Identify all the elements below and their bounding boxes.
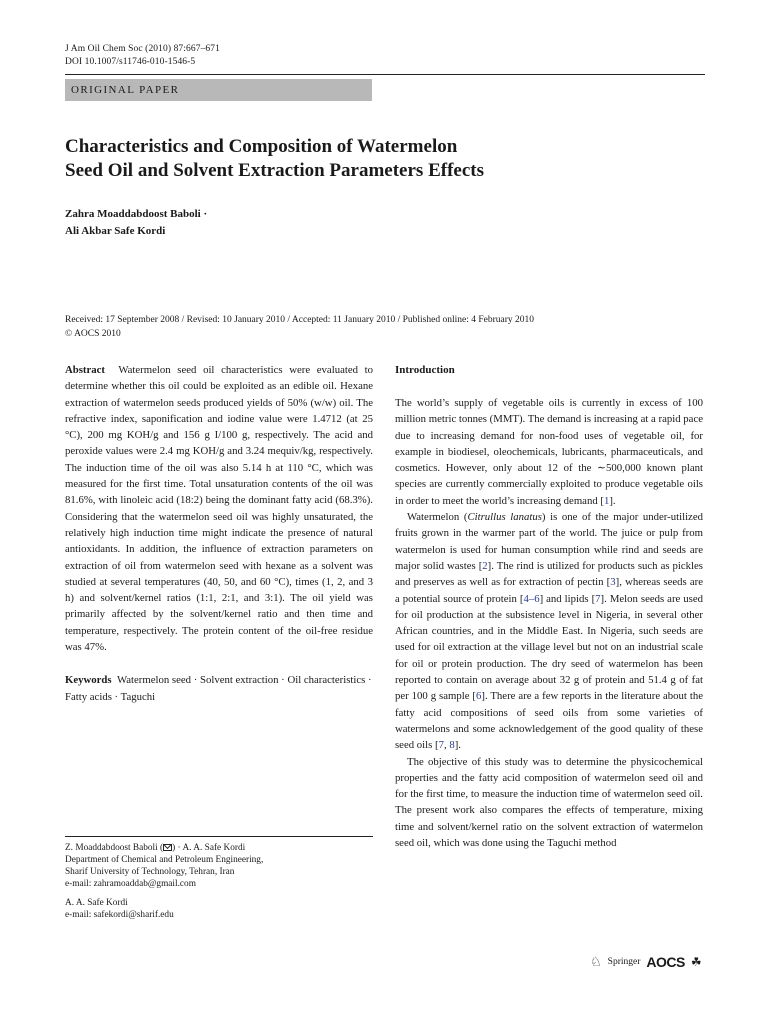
author-1[interactable]: Zahra Moaddabdoost Baboli · bbox=[65, 208, 208, 220]
author-2[interactable]: Ali Akbar Safe Kordi bbox=[65, 225, 166, 237]
affil-line-1 bbox=[65, 842, 373, 854]
affiliation-rule bbox=[65, 836, 373, 837]
citation-link[interactable]: 8 bbox=[449, 739, 455, 752]
header-rule bbox=[65, 74, 705, 75]
author-list bbox=[65, 206, 207, 240]
keywords bbox=[65, 672, 373, 705]
envelope-icon[interactable] bbox=[163, 844, 172, 851]
doi[interactable]: DOI 10.1007/s11746-010-1546-5 bbox=[65, 57, 196, 67]
citation-link[interactable]: 7 bbox=[595, 592, 601, 605]
citation-link[interactable]: 3 bbox=[610, 576, 616, 589]
keywords-text: Watermelon seed · Solvent extraction · Oil characteristics · Fatty acids · Taguchi bbox=[65, 674, 372, 703]
species-name: Citrullus lanatus bbox=[467, 511, 542, 524]
intro-paragraph-2: Watermelon (Citrullus lanatus) is one of the major under-utilized fruits grown in the warmer part of the world. The juice or pulp from watermelon is used for human consumption while rind and seeds are major solid wastes [2]. The rind is utilized for products such as pickles and preserves as well as for extraction of pectin [3], whereas seeds are a potential source of protein [4–6] and lipids [7]. Melon seeds are used for oil production at the subsistence level in Nigeria, in several other African countries, and in the Middle East. In Nigeria, such seeds are used for oil extraction at the village level but not on an industrial scale for oil or protein production. The dry seed of watermelon has been reported to contain on average about 32 g of protein and 51.4 g of fat per 100 g sample [6]. There are a few reports in the literature about the fatty acid compositions of seed oils from some varieties of watermelons and some acknowledgement of the good quality of these seed oils [7, 8]. bbox=[395, 511, 704, 752]
abstract-label: Abstract bbox=[65, 364, 106, 376]
citation-link[interactable]: 6 bbox=[475, 690, 482, 703]
citation-link[interactable]: 7 bbox=[438, 739, 444, 752]
springer-logo: Springer bbox=[607, 957, 641, 967]
history-dates: Received: 17 September 2008 / Revised: 10 January 2010 / Accepted: 11 January 2010 / Published online: 4 February 2010 bbox=[65, 315, 535, 325]
aocs-logo: AOCS bbox=[646, 954, 685, 970]
aocs-leaf-icon: ☘ bbox=[690, 954, 702, 969]
abstract bbox=[65, 362, 373, 655]
title-line-2: Seed Oil and Solvent Extraction Parameters Effects bbox=[65, 160, 484, 181]
affil-email-1[interactable]: e-mail: zahramoaddab@gmail.com bbox=[65, 879, 196, 889]
publisher-logos bbox=[590, 952, 702, 972]
springer-horse-icon: ♘ bbox=[590, 954, 602, 969]
article-title bbox=[65, 135, 665, 183]
affil-email-2[interactable]: e-mail: safekordi@sharif.edu bbox=[65, 910, 174, 920]
copyright: © AOCS 2010 bbox=[65, 328, 121, 339]
citation-link[interactable]: 4–6 bbox=[523, 592, 540, 605]
introduction-heading: Introduction bbox=[395, 364, 455, 376]
keywords-label: Keywords bbox=[65, 674, 112, 687]
intro-paragraph-3: The objective of this study was to determine the physicochemical properties and the fatty acid composition of watermelon seed oil and for the first time, to measure the induction time of watermelon seed oil. The present work also compares the effects of temperature, mixing time and solvent/kernel ratio on the solvent extraction of watermelon seed oil, which was done using the Taguchi method bbox=[395, 755, 703, 850]
article-history bbox=[65, 314, 715, 341]
affil-name-2: A. A. Safe Kordi bbox=[65, 898, 128, 908]
intro-paragraph-1: The world’s supply of vegetable oils is currently in excess of 100 million metric tonnes (MMT). The demand is increasing at a rapid pace due to increasing demand for non-food uses of vegetable oil, for example in biodiesel, oleochemicals, lubricants, pharmaceuticals, and cosmetics. However, only about 12 of the ∼500,000 known plant species are currently commercially exploited to produce vegetable oils in order to meet the world’s increasing demand [1]. bbox=[395, 397, 703, 507]
affil-department: Department of Chemical and Petroleum Engineering, bbox=[65, 855, 264, 865]
affil-university: Sharif University of Technology, Tehran, Iran bbox=[65, 867, 235, 877]
affiliation-block bbox=[65, 842, 373, 921]
citation-link[interactable]: 2 bbox=[482, 559, 488, 572]
corresponding-author: Z. Moaddabdoost Baboli ( bbox=[65, 843, 164, 853]
abstract-text: Watermelon seed oil characteristics were evaluated to determine whether this oil could be exploited as an edible oil. Hexane extraction of watermelon seeds produced yields of 50% (w/w) oil. The refractive index, saponification and iodine value were 1.4712 (at 25 °C), 200 mg KOH/g and 156 g I/100 g, respectively. The acid and peroxide values were 2.4 mg KOH/g and 3.24 mequiv/kg, respectively. The induction time of the oil was also 5.14 h at 110 °C, which was measured for the first time. Total unsaturation contents of the oil was 81.6%, with linoleic acid (18:2) being the dominant fatty acid (68.3%). Considering that the watermelon seed oil was highly unsaturated, the relatively high induction time might indicate the presence of natural antioxidants. In addition, the influence of extraction parameters on extraction of oil from watermelon seed with hexane as a solvent was studied at several temperatures (40, 50, and 60 °C), times (1, 2, and 3 h) and solvent/kernel ratios (1:1, 2:1, and 3:1). The oil yield was primarily affected by the solvent/kernel ratio and then time and temperature, respectively. The protein content of the oil-free residue was 47%. bbox=[65, 364, 374, 654]
citation-link[interactable]: 1 bbox=[603, 494, 610, 507]
title-line-1: Characteristics and Composition of Watermelon bbox=[65, 136, 458, 157]
left-column bbox=[65, 362, 373, 705]
section-label: ORIGINAL PAPER bbox=[65, 79, 372, 101]
right-column bbox=[395, 362, 703, 851]
journal-citation: J Am Oil Chem Soc (2010) 87:667–671 bbox=[65, 44, 220, 54]
co-author: ) · A. A. Safe Kordi bbox=[172, 843, 246, 853]
